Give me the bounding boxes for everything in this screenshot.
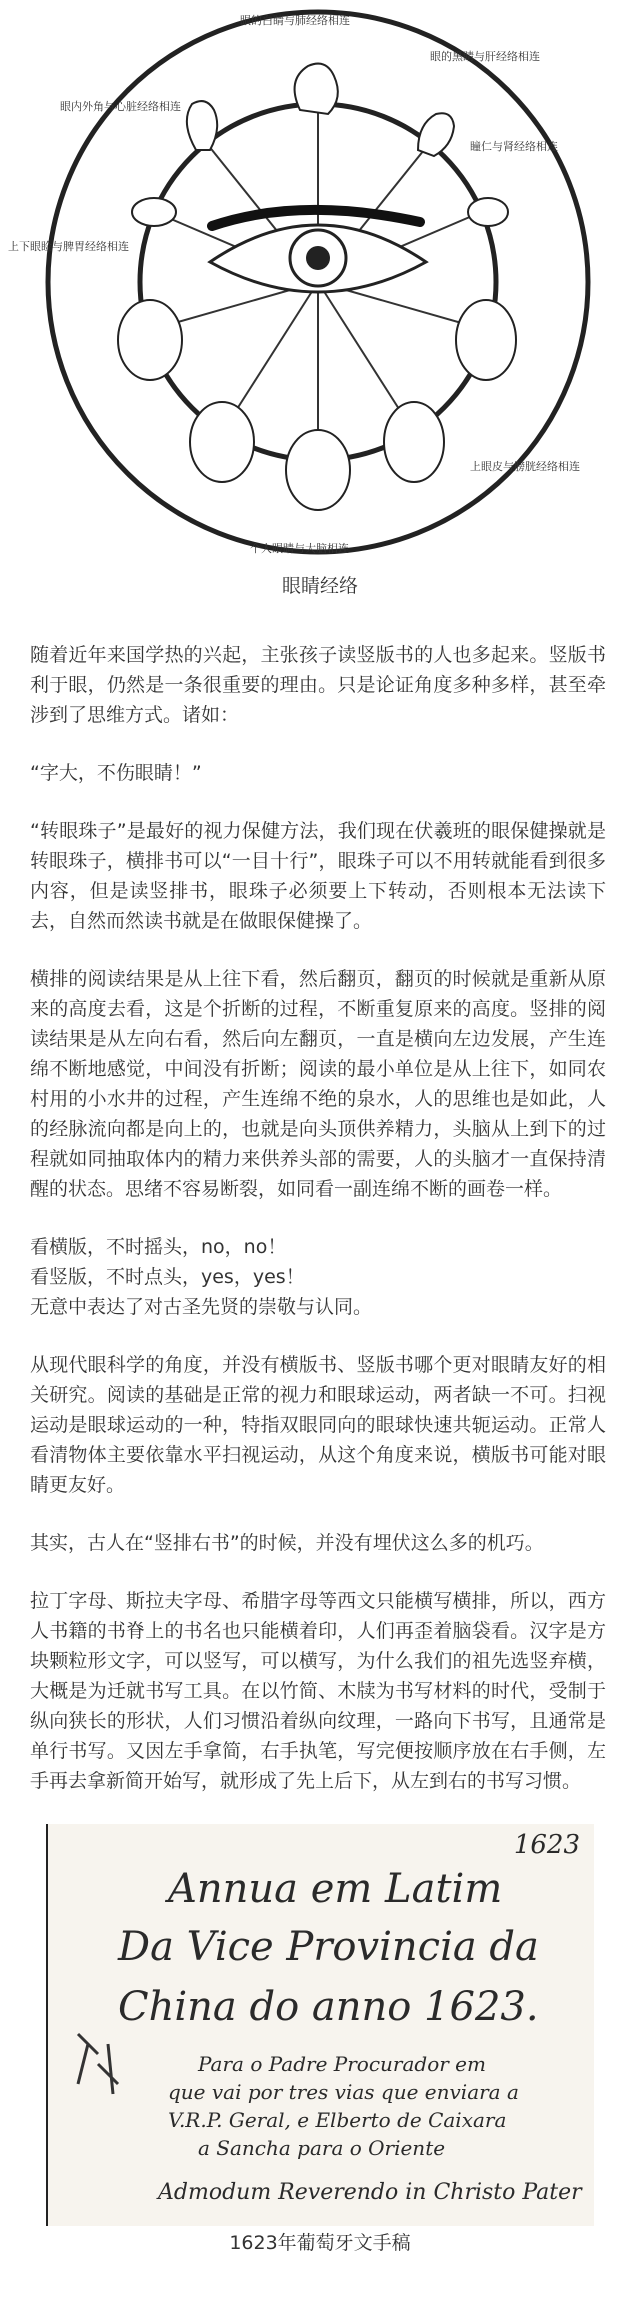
kidney-drawing xyxy=(468,198,508,226)
line-vertical: 看竖版，不时点头，yes，yes！ xyxy=(30,1266,305,1288)
paragraph-eye-exercise: “转眼珠子”是最好的视力保健方法，我们现在伏羲班的眼保健操就是转眼珠子，横排书可以“一目十行”，眼珠子可以不用转就能看到很多内容，但是读竖排书，眼珠子必须要上下转动，否则根本无法读下去，自然而然读书就是在做眼保健操了。 xyxy=(30,820,606,932)
manuscript-margin-mark xyxy=(68,2024,128,2104)
manuscript-line-6: V.R.P. Geral, e Elberto de Caixara xyxy=(168,2108,507,2132)
eye-meridian-figure xyxy=(0,0,640,600)
manuscript-line-7: a Sancha para o Oriente xyxy=(198,2136,446,2160)
lung-drawing xyxy=(187,101,217,150)
paragraph-ophthalmology: 从现代眼科学的角度，并没有横版书、竖版书哪个更对眼睛友好的相关研究。阅读的基础是正常的视力和眼球运动，两者缺一不可。扫视运动是眼球运动的一种，特指双眼同向的眼球快速共轭运动。正常人看清物体主要依靠水平扫视运动，从这个角度来说，横版书可能对眼睛更友好。 xyxy=(30,1354,606,1496)
manuscript-line-3: China do anno 1623. xyxy=(118,1984,539,2030)
annotation-lower-right: 上眼皮与膀胱经络相连 xyxy=(470,460,580,473)
article-body xyxy=(0,640,640,1796)
manuscript-caption: 1623年葡萄牙文手稿 xyxy=(229,2232,411,2254)
face-right-lower xyxy=(384,402,444,482)
eye-meridian-diagram xyxy=(0,0,640,572)
line-respect: 无意中表达了对古圣先贤的崇敬与认同。 xyxy=(30,1296,373,1318)
paragraph-writing-tools: 拉丁字母、斯拉夫字母、希腊字母等西文只能横写横排，所以，西方人书籍的书脊上的书名也只能横着印，人们再歪着脑袋看。汉字是方块颗粒形文字，可以竖写，可以横写，为什么我们的祖先选竖弃横，大概是为迁就书写工具。在以竹简、木牍为书写材料的时代，受制于纵向狭长的形状，人们习惯沿着纵向纹理，一路向下书写，且通常是单行书写。又因左手拿简，右手执笔，写完便按顺序放在右手侧，左手再去拿新简开始写，就形成了先上后下，从左到右的书写习惯。 xyxy=(30,1590,606,1792)
annotation-right: 瞳仁与肾经络相连 xyxy=(470,140,558,153)
heart-drawing xyxy=(295,64,338,114)
paragraph-ancients: 其实，古人在“竖排右书”的时候，并没有埋伏这么多的机巧。 xyxy=(30,1532,544,1554)
manuscript-year: 1623 xyxy=(513,1830,580,1860)
annotation-top: 眼的白睛与肺经络相连 xyxy=(240,14,350,27)
annotation-left: 上下眼睑与脾胃经络相连 xyxy=(8,240,129,253)
paragraph-reading-flow: 横排的阅读结果是从上往下看，然后翻页，翻页的时候就是重新从原来的高度去看，这是个折断的过程，不断重复原来的高度。竖排的阅读结果是从左向右看，然后向左翻页，一直是横向左边发展，产生连绵不断地感觉，中间没有折断；阅读的最小单位是从上往下，如同农村用的小水井的过程，产生连绵不绝的泉水，人的思维也是如此，人的经脉流向都是向上的，也就是向头顶供养精力，头脑从上到下的过程就如同抽取体内的精力来供养头部的需要，人的头脑才一直保持清醒的状态。思绪不容易断裂，如同看一副连绵不断的画卷一样。 xyxy=(30,968,606,1200)
face-left-upper xyxy=(118,300,182,380)
portuguese-manuscript-image xyxy=(46,1824,594,2226)
paragraph-intro: 随着近年来国学热的兴起，主张孩子读竖版书的人也多起来。竖版书利于眼，仍然是一条很重要的理由。只是论证角度多种多样，甚至牵涉到了思维方式。诸如： xyxy=(30,644,606,726)
manuscript-line-5: que vai por tres vias que enviara a xyxy=(168,2080,519,2104)
paragraph-nod-shake xyxy=(30,1232,606,1322)
face-right-upper xyxy=(456,300,516,380)
paragraph-quote: “字大，不伤眼睛！” xyxy=(30,762,202,784)
annotation-upper-right: 眼的黑睛与肝经络相连 xyxy=(430,50,540,63)
annotation-upper-left: 眼内外角与心脏经络相连 xyxy=(60,100,181,113)
organ-drawings xyxy=(132,64,508,226)
manuscript-line-1: Annua em Latim xyxy=(168,1866,503,1912)
manuscript-line-4: Para o Padre Procurador em xyxy=(198,2052,486,2076)
face-left-lower xyxy=(190,402,254,482)
stomach-drawing xyxy=(418,113,454,156)
line-horizontal: 看横版，不时摇头，no，no！ xyxy=(30,1236,287,1258)
eye-meridian-caption: 眼睛经络 xyxy=(281,575,358,597)
annotation-bottom: 个人眼睛与大脑相连 xyxy=(250,542,349,555)
liver-drawing xyxy=(132,198,176,226)
manuscript-line-2: Da Vice Provincia da xyxy=(118,1924,539,1970)
face-bottom xyxy=(286,430,350,510)
manuscript-line-8: Admodum Reverendo in Christo Pater xyxy=(158,2180,582,2205)
